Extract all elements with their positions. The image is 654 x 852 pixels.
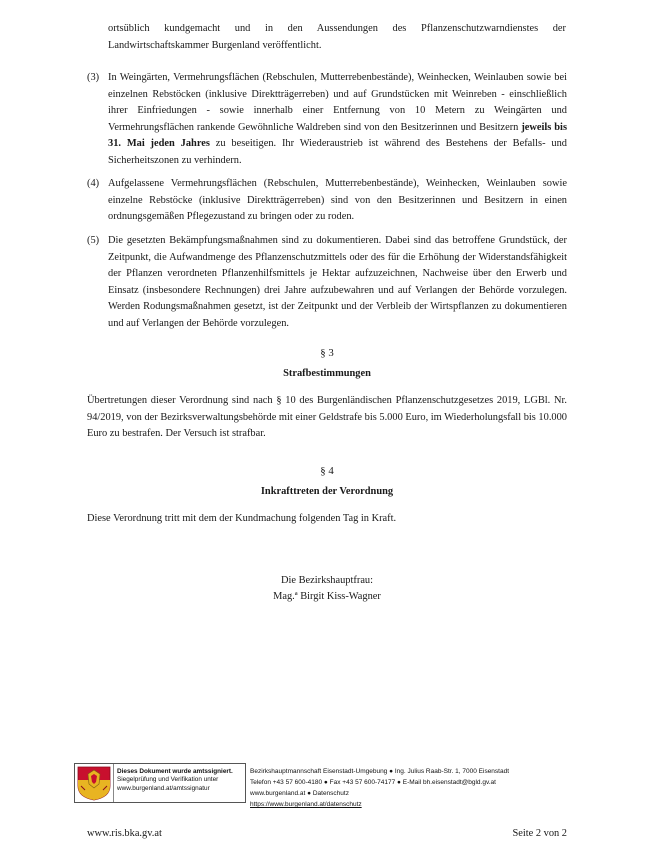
- paragraph-4: [87, 176, 567, 226]
- paragraph-text: Die gesetzten Bekämpfungsmaßnahmen sind zu dokumentieren. Dabei sind das betroffene Grundstück, der Zeitpunkt, die Aufwandmenge des Pflanzenschutzmittels oder des für die Erhöhung der Widerstandsfähigkeit der Pflanzen verordneten Pflanzenhilfsmittels je Hektar aufzuzeichnen, Nachweise über den Erwerb und Einsatz (insbesondere Rechnungen) drei Jahre aufzubewahren und auf Verlangen der Behörde vorzulegen. Werden Rodungsmaßnahmen gesetzt, ist der Zeitpunkt und der Verbleib der Wirtspflanzen zu dokumentieren und auf Verlangen der Behörde vorzulegen.: [108, 235, 567, 329]
- paragraph-number: (3): [87, 72, 100, 83]
- authority-address: Bezirkshauptmannschaft Eisenstadt-Umgebung ● Ing. Julius Raab-Str. 1, 7000 Eisenstadt Telefon +43 57 600-4180 ● Fax +43 57 600-74177 ● E-Mail bh.eisenstadt@bgld.gv.at www.burgenland.at ● Datenschutz https://www.burgenland.at/datenschutz: [250, 768, 510, 808]
- signature-verify-link[interactable]: www.burgenland.at/amtssignatur: [117, 784, 210, 792]
- page-number: Seite 2 von 2: [512, 828, 567, 839]
- source-url: www.ris.bka.gv.at: [87, 828, 162, 839]
- paragraph-text: In Weingärten, Vermehrungsflächen (Rebschulen, Mutterrebenbestände), Weinhecken, Weinlauben sowie bei einzelnen Rebstöcken (inklusive Direktträgerreben) und auf Grundstücken mit Weinreben - einschließlich ihrer Einfriedungen - sowie innerhalb einer Entfernung von 10 Metern zu Weingärten und Vermehrungsflächen rankende Gewöhnliche Waldreben sind von den Besitzerinnen und Besitzern jeweils bis 31. Mai jeden Jahres zu beseitigen. Ihr Wiederaustrieb ist während des Bestehens der Befalls- und Sicherheitszonen zu verhindern.: [108, 72, 567, 166]
- privacy-link[interactable]: https://www.burgenland.at/datenschutz: [250, 801, 362, 808]
- section-4-number: § 4: [320, 465, 334, 477]
- signature-role: Die Bezirkshauptfrau:: [280, 575, 374, 586]
- seal-text: Dieses Dokument wurde amtssigniert. Siegelprüfung und Verifikation unter www.burgenland.at/amtssignatur: [117, 768, 233, 792]
- paragraph-5: [87, 233, 567, 333]
- section-4-text: Diese Verordnung tritt mit dem der Kundmachung folgenden Tag in Kraft.: [87, 513, 397, 524]
- paragraph-number: (5): [87, 235, 100, 246]
- paragraph-number: (4): [87, 178, 100, 189]
- paragraph-3: [87, 70, 567, 170]
- section-3-title: Strafbestimmungen: [283, 368, 371, 379]
- burgenland-coat-of-arms-icon: [75, 764, 114, 802]
- deadline-bold: jeweils bis 31. Mai jeden Jahres: [108, 121, 567, 150]
- section-3-number: § 3: [320, 347, 334, 359]
- section-3-text: Übertretungen dieser Verordnung sind nach § 10 des Burgenländischen Pflanzenschutzgesetzes 2019, LGBl. Nr. 94/2019, von der Bezirksverwaltungsbehörde mit einer Geldstrafe bis 5.000 Euro, im Wiederholungsfall bis 10.000 Euro zu bestrafen. Der Versuch ist strafbar.: [87, 395, 567, 440]
- section-4-title: Inkrafttreten der Verordnung: [260, 486, 394, 497]
- official-seal-box: [74, 763, 246, 803]
- paragraph-text: Aufgelassene Vermehrungsflächen (Rebschulen, Mutterrebenbestände), Weinhecken, Weinlauben sowie einzelne Rebstöcke (inklusive Direktträgerreben) sind von den Besitzerinnen und Besitzern in einen ordnungsgemäßen Pflegezustand zu bringen oder zu roden.: [108, 178, 567, 223]
- signature-name: Mag.ª Birgit Kiss-Wagner: [273, 591, 381, 602]
- continuation-text: ortsüblich kundgemacht und in den Aussendungen des Pflanzenschutzwarndienstes der Landwirtschaftskammer Burgenland veröffentlicht.: [108, 23, 566, 51]
